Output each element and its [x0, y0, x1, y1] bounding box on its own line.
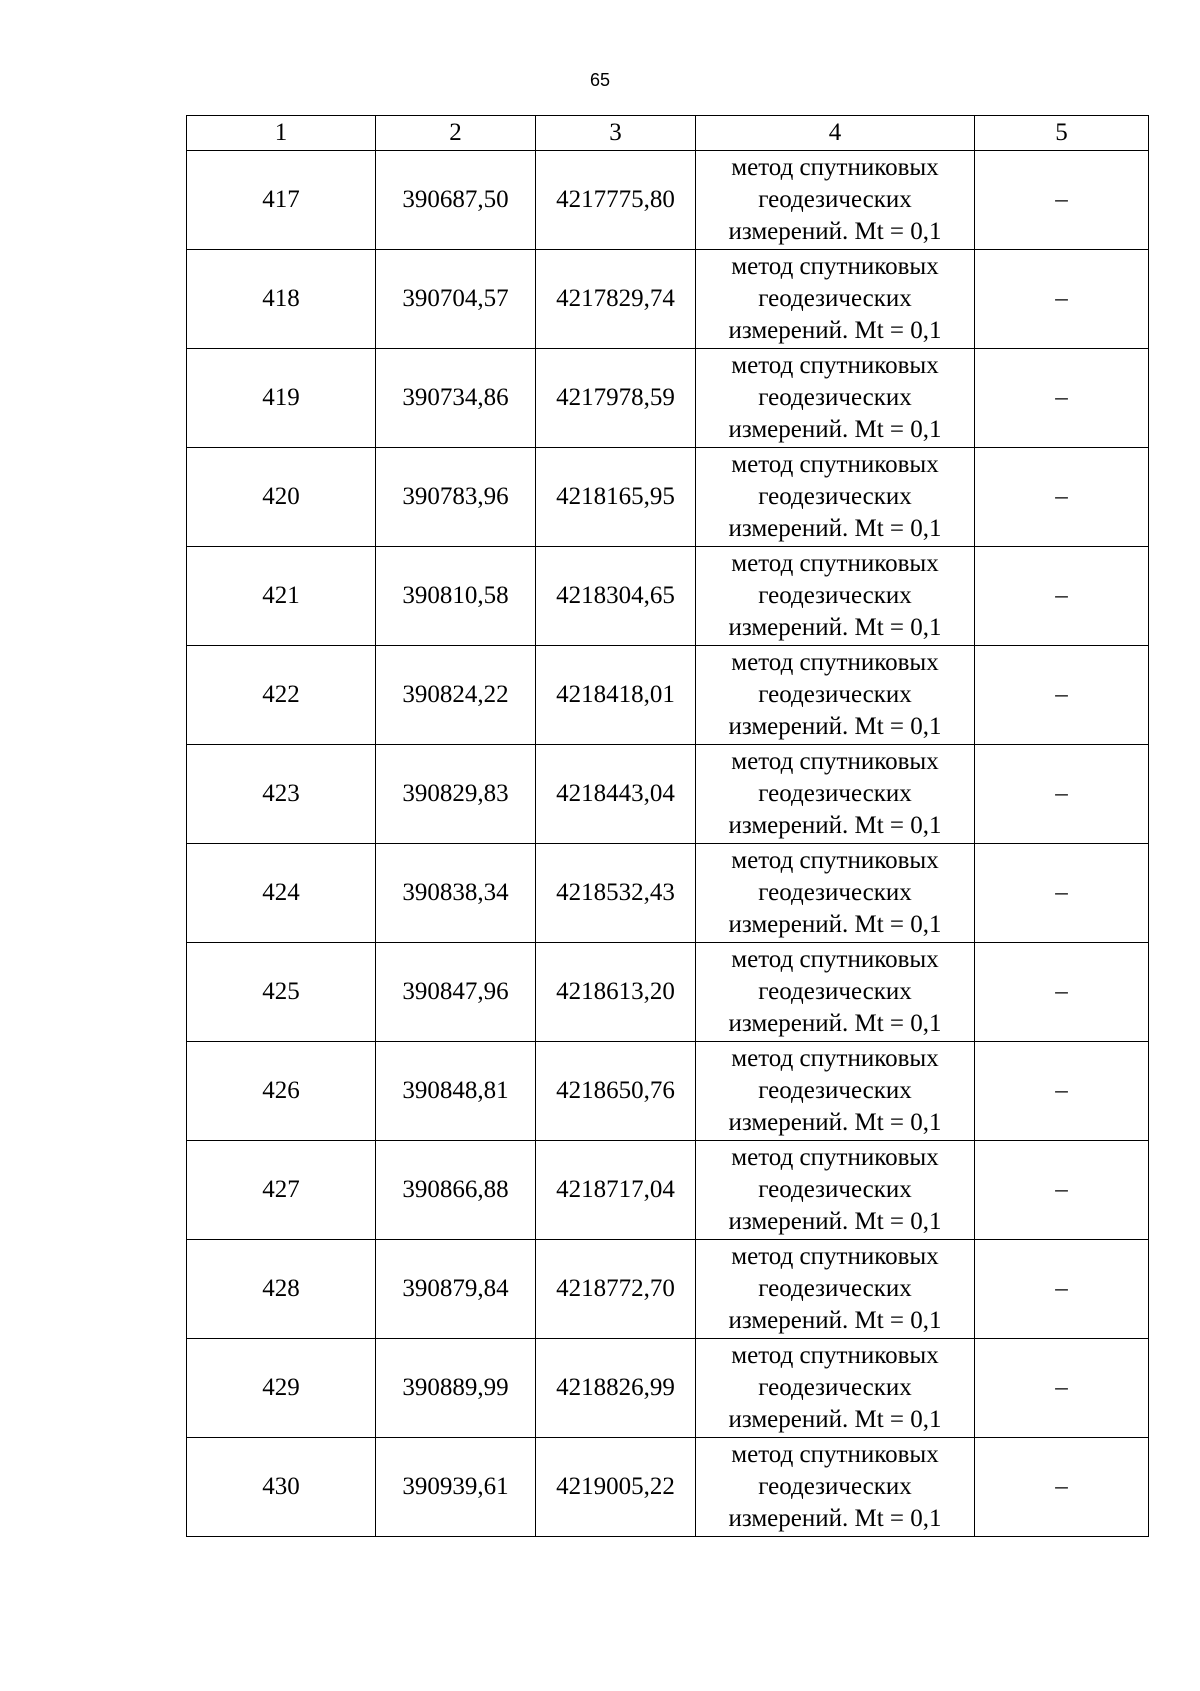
point-number-cell: 429 [187, 1339, 376, 1438]
point-number-cell: 419 [187, 349, 376, 448]
coordinates-table [186, 115, 1149, 1537]
method-text-line: геодезических [758, 681, 912, 708]
method-cell [696, 1438, 975, 1537]
method-cell [696, 151, 975, 250]
y-coordinate-cell: 4218772,70 [536, 1240, 696, 1339]
point-number-cell: 423 [187, 745, 376, 844]
method-text-line: геодезических [758, 1176, 912, 1203]
point-number-cell: 430 [187, 1438, 376, 1537]
method-cell [696, 1240, 975, 1339]
method-text-line: метод спутниковых [731, 946, 939, 973]
x-coordinate-cell: 390879,84 [376, 1240, 536, 1339]
column-header: 3 [536, 116, 696, 151]
x-coordinate-cell: 390848,81 [376, 1042, 536, 1141]
method-text-line: геодезических [758, 978, 912, 1005]
table-row [187, 745, 1149, 844]
method-text-line: геодезических [758, 384, 912, 411]
page-number: 65 [589, 70, 611, 90]
y-coordinate-cell: 4218418,01 [536, 646, 696, 745]
method-text-line: метод спутниковых [731, 451, 939, 478]
note-cell: – [975, 943, 1149, 1042]
point-number-cell: 424 [187, 844, 376, 943]
x-coordinate-cell: 390866,88 [376, 1141, 536, 1240]
column-header: 1 [187, 116, 376, 151]
note-cell: – [975, 151, 1149, 250]
method-text-line: метод спутниковых [731, 550, 939, 577]
method-text-line: геодезических [758, 1374, 912, 1401]
x-coordinate-cell: 390838,34 [376, 844, 536, 943]
method-text-line: измерений. Mt = 0,1 [728, 1010, 942, 1037]
method-text-line: метод спутниковых [731, 1243, 939, 1270]
method-cell [696, 448, 975, 547]
method-text-line: измерений. Mt = 0,1 [728, 1505, 942, 1532]
method-text-line: измерений. Mt = 0,1 [728, 812, 942, 839]
table-row [187, 151, 1149, 250]
method-cell [696, 1042, 975, 1141]
note-cell: – [975, 1042, 1149, 1141]
column-header: 4 [696, 116, 975, 151]
x-coordinate-cell: 390889,99 [376, 1339, 536, 1438]
note-cell: – [975, 1438, 1149, 1537]
x-coordinate-cell: 390704,57 [376, 250, 536, 349]
method-text-line: геодезических [758, 285, 912, 312]
point-number-cell: 421 [187, 547, 376, 646]
x-coordinate-cell: 390734,86 [376, 349, 536, 448]
method-text-line: геодезических [758, 1473, 912, 1500]
y-coordinate-cell: 4218304,65 [536, 547, 696, 646]
y-coordinate-cell: 4218165,95 [536, 448, 696, 547]
table-header [187, 116, 1149, 151]
table-row [187, 349, 1149, 448]
note-cell: – [975, 745, 1149, 844]
method-text-line: измерений. Mt = 0,1 [728, 416, 942, 443]
x-coordinate-cell: 390829,83 [376, 745, 536, 844]
method-text-line: геодезических [758, 1275, 912, 1302]
point-number-cell: 425 [187, 943, 376, 1042]
method-cell [696, 844, 975, 943]
method-cell [696, 943, 975, 1042]
method-cell [696, 349, 975, 448]
table-row [187, 1240, 1149, 1339]
method-text-line: метод спутниковых [731, 748, 939, 775]
point-number-cell: 420 [187, 448, 376, 547]
table-row [187, 448, 1149, 547]
y-coordinate-cell: 4217775,80 [536, 151, 696, 250]
note-cell: – [975, 448, 1149, 547]
note-cell: – [975, 1339, 1149, 1438]
method-text-line: измерений. Mt = 0,1 [728, 515, 942, 542]
y-coordinate-cell: 4218532,43 [536, 844, 696, 943]
y-coordinate-cell: 4218613,20 [536, 943, 696, 1042]
method-cell [696, 1339, 975, 1438]
x-coordinate-cell: 390810,58 [376, 547, 536, 646]
table-row [187, 547, 1149, 646]
point-number-cell: 418 [187, 250, 376, 349]
table-row [187, 646, 1149, 745]
y-coordinate-cell: 4217978,59 [536, 349, 696, 448]
table-row [187, 943, 1149, 1042]
header-row [187, 116, 1149, 151]
method-text-line: метод спутниковых [731, 253, 939, 280]
method-text-line: метод спутниковых [731, 154, 939, 181]
table-row [187, 1042, 1149, 1141]
note-cell: – [975, 1240, 1149, 1339]
table-body [187, 151, 1149, 1537]
method-text-line: метод спутниковых [731, 1045, 939, 1072]
point-number-cell: 427 [187, 1141, 376, 1240]
column-header: 5 [975, 116, 1149, 151]
method-text-line: измерений. Mt = 0,1 [728, 713, 942, 740]
method-text-line: метод спутниковых [731, 1441, 939, 1468]
note-cell: – [975, 844, 1149, 943]
point-number-cell: 428 [187, 1240, 376, 1339]
x-coordinate-cell: 390824,22 [376, 646, 536, 745]
method-text-line: измерений. Mt = 0,1 [728, 317, 942, 344]
method-text-line: геодезических [758, 780, 912, 807]
point-number-cell: 426 [187, 1042, 376, 1141]
method-text-line: метод спутниковых [731, 649, 939, 676]
y-coordinate-cell: 4218717,04 [536, 1141, 696, 1240]
note-cell: – [975, 547, 1149, 646]
method-text-line: геодезических [758, 1077, 912, 1104]
method-text-line: метод спутниковых [731, 1342, 939, 1369]
point-number-cell: 417 [187, 151, 376, 250]
point-number-cell: 422 [187, 646, 376, 745]
note-cell: – [975, 1141, 1149, 1240]
method-text-line: измерений. Mt = 0,1 [728, 1208, 942, 1235]
y-coordinate-cell: 4219005,22 [536, 1438, 696, 1537]
y-coordinate-cell: 4218443,04 [536, 745, 696, 844]
note-cell: – [975, 349, 1149, 448]
method-text-line: геодезических [758, 186, 912, 213]
method-text-line: геодезических [758, 582, 912, 609]
x-coordinate-cell: 390687,50 [376, 151, 536, 250]
method-cell [696, 745, 975, 844]
x-coordinate-cell: 390783,96 [376, 448, 536, 547]
y-coordinate-cell: 4217829,74 [536, 250, 696, 349]
method-text-line: измерений. Mt = 0,1 [728, 1109, 942, 1136]
y-coordinate-cell: 4218826,99 [536, 1339, 696, 1438]
method-cell [696, 646, 975, 745]
note-cell: – [975, 250, 1149, 349]
method-text-line: измерений. Mt = 0,1 [728, 911, 942, 938]
x-coordinate-cell: 390939,61 [376, 1438, 536, 1537]
method-text-line: измерений. Mt = 0,1 [728, 614, 942, 641]
method-text-line: метод спутниковых [731, 1144, 939, 1171]
method-text-line: измерений. Mt = 0,1 [728, 1307, 942, 1334]
y-coordinate-cell: 4218650,76 [536, 1042, 696, 1141]
x-coordinate-cell: 390847,96 [376, 943, 536, 1042]
method-text-line: геодезических [758, 483, 912, 510]
note-cell: – [975, 646, 1149, 745]
method-text-line: измерений. Mt = 0,1 [728, 1406, 942, 1433]
table-row [187, 844, 1149, 943]
table-row [187, 1438, 1149, 1537]
column-header: 2 [376, 116, 536, 151]
method-text-line: метод спутниковых [731, 352, 939, 379]
table-row [187, 1339, 1149, 1438]
table-row [187, 250, 1149, 349]
method-text-line: геодезических [758, 879, 912, 906]
method-text-line: измерений. Mt = 0,1 [728, 218, 942, 245]
method-cell [696, 250, 975, 349]
method-cell [696, 547, 975, 646]
method-cell [696, 1141, 975, 1240]
table-row [187, 1141, 1149, 1240]
method-text-line: метод спутниковых [731, 847, 939, 874]
